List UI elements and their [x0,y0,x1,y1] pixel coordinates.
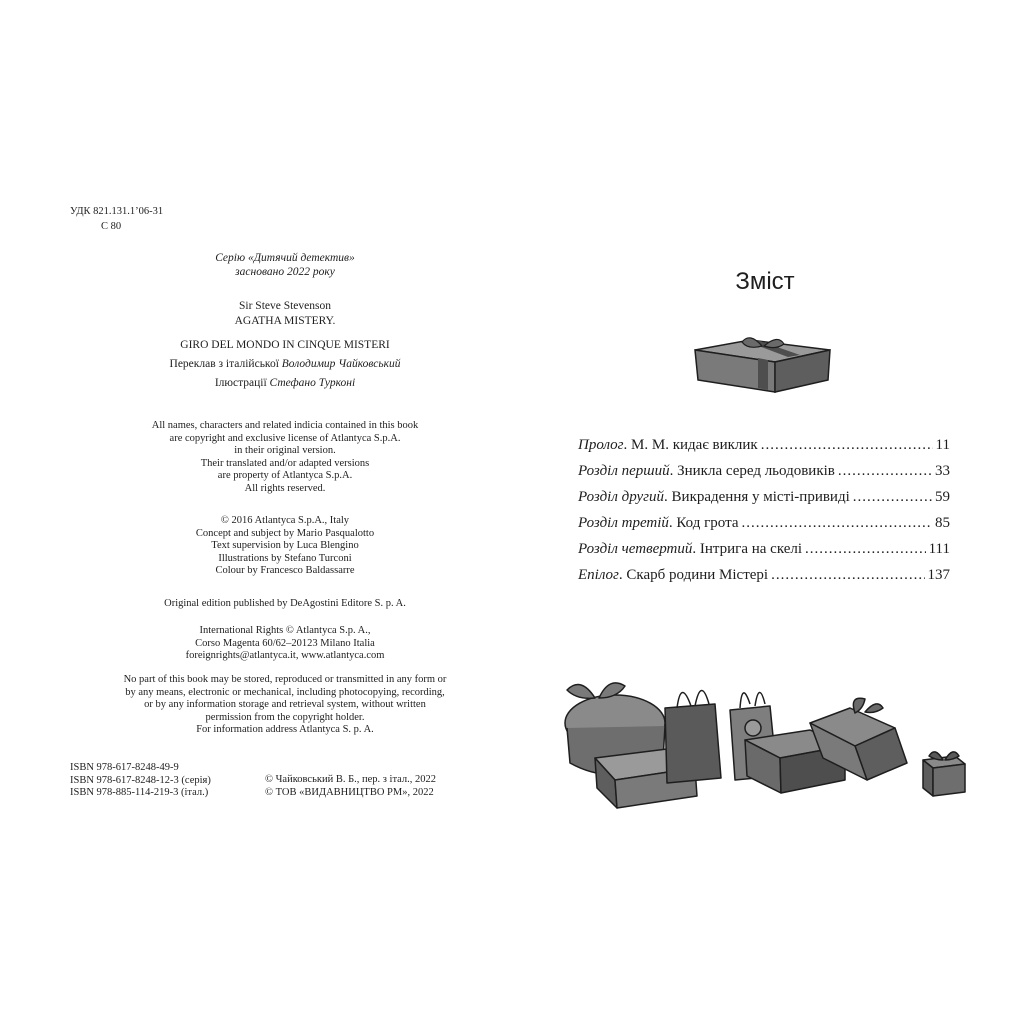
notice-line: by any means, electronic or mechanical, including photocopying, recording, [125,686,445,698]
intl-line: foreignrights@atlantyca.it, www.atlantyca.com [185,650,385,661]
toc-page: 137 [927,567,950,583]
intl-line: Corso Magenta 60/62–20123 Milano Italia [195,637,375,649]
toc-chapter: Епілог [578,567,619,583]
toc-leader [853,489,932,506]
series-line-2: засновано 2022 року [235,266,335,278]
translation-line [70,357,500,372]
gift-pile-illustration [555,668,995,818]
toc-name: Викрадення у місті-привиді [671,489,850,505]
rights-line: All names, characters and related indicia contained in this book [151,420,419,431]
isbn-block [70,762,211,800]
original-edition: Original edition published by DeAgostini Editore S. p. A. [164,598,406,609]
toc-leader [761,437,933,454]
toc-name: Скарб родини Містері [626,567,769,583]
title-block [70,299,500,391]
udk-code: УДК 821.131.1’06-31 [70,206,164,217]
series-note [70,251,500,279]
toc-name: Зникла серед льодовиків [677,463,835,479]
notice-line: or by any information storage and retrieval system, without written [144,699,426,710]
toc-name: М. М. кидає виклик [631,437,758,453]
book-subtitle: GIRO DEL MONDO IN CINQUE MISTERI [180,339,390,351]
toc-entry[interactable]: Розділ другий . Викрадення у місті-привиді ..... 59 [578,489,950,506]
notice-line: permission from the copyright holder. [205,711,365,723]
toc-entry[interactable]: Пролог . М. М. кидає виклик ..... 11 [578,437,950,454]
translator-name: Володимир Чайковський [281,358,401,370]
bbk-code: С 80 [101,221,122,232]
copyright-block [265,774,436,799]
rights-line: Their translated and/or adapted versions [200,457,370,469]
toc-page: 85 [935,515,950,531]
toc-chapter: Розділ другий [578,489,665,505]
copyright-line: © ТОВ «ВИДАВНИЦТВО РМ», 2022 [265,786,434,798]
toc-name: Код грота [676,515,739,531]
isbn-line: ISBN 978-617-8248-12-3 (серія) [70,774,211,786]
credits-line: Concept and subject by Mario Pasqualotto [195,527,375,539]
isbn-line: ISBN 978-617-8248-49-9 [70,762,179,773]
credits-line: © 2016 Atlantyca S.p.A., Italy [220,515,350,526]
toc-leader [771,567,924,584]
toc-chapter: Розділ третій [578,515,669,531]
toc-page: 111 [928,541,950,557]
toc-chapter: Пролог [578,437,624,453]
illustrator-name: Стефано Турконі [269,377,356,389]
notice-block [70,674,500,737]
series-line-1: Серію «Дитячий детектив» [215,252,355,264]
illustrations-label: Ілюстрації [214,377,267,389]
toc-chapter: Розділ четвертий [578,541,693,557]
toc-entry[interactable]: Розділ перший . Зникла серед льодовиків ..... 33 [578,463,950,480]
credits-line: Colour by Francesco Baldassarre [215,565,355,576]
toc-entry[interactable]: Розділ третій . Код грота ..... 85 [578,515,950,532]
toc-page: 11 [935,437,950,453]
contents-title: Зміст [735,268,795,295]
notice-line: No part of this book may be stored, reproduced or transmitted in any form or [123,674,447,685]
rights-block [70,420,500,495]
author-name: Sir Steve Stevenson [239,300,331,312]
credits-block [70,515,500,578]
toc-leader [741,515,932,532]
isbn-line: ISBN 978-885-114-219-3 (італ.) [70,787,209,798]
toc-leader [838,463,932,480]
toc-page: 33 [935,463,950,479]
intl-rights-block [70,625,500,663]
rights-line: All rights reserved. [244,482,326,494]
toc-entry[interactable]: Розділ четвертий . Інтрига на скелі ..... 111 [578,541,950,558]
notice-line: For information address Atlantyca S. p. A. [196,724,374,735]
toc-leader [805,541,926,558]
toc-name: Інтрига на скелі [699,541,803,557]
book-title: AGATHA MISTERY. [234,315,336,327]
copyright-line: © Чайковський В. Б., пер. з італ., 2022 [265,774,437,785]
toc-entry[interactable]: Епілог . Скарб родини Містері ..... 137 [578,567,950,584]
credits-line: Text supervision by Luca Blengino [211,540,359,551]
translation-label: Переклав з італійської [169,358,279,370]
rights-line: are property of Atlantyca S.p.A. [217,470,353,481]
gift-box-illustration [690,330,840,405]
rights-line: in their original version. [234,445,336,456]
toc-page: 59 [935,489,950,505]
rights-line: are copyright and exclusive license of Atlantyca S.p.A. [169,432,401,444]
credits-line: Illustrations by Stefano Turconi [218,552,352,564]
intl-line: International Rights © Atlantyca S.p. A., [199,625,371,636]
toc-chapter: Розділ перший [578,463,670,479]
illustrations-line [70,376,500,391]
